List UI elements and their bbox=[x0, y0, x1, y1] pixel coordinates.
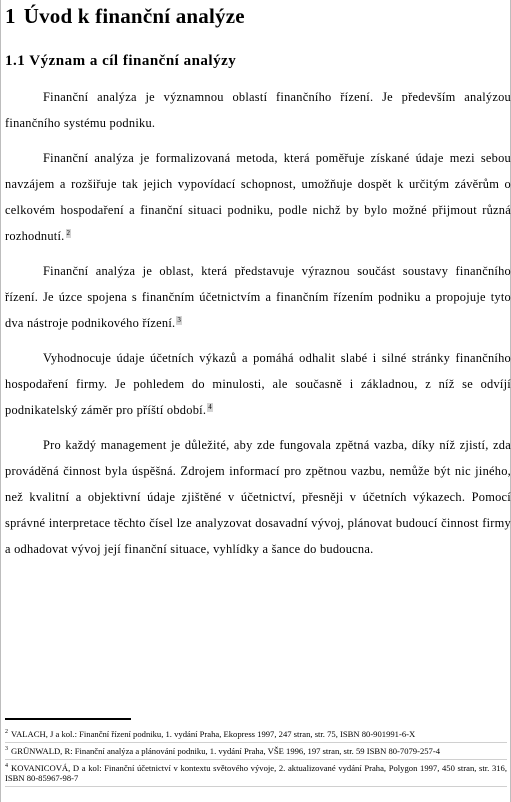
paragraph-text: Finanční analýza je významnou oblastí finančního řízení. Je především analýzou finančního systému podniku. bbox=[5, 90, 511, 130]
paragraph-text: Vyhodnocuje údaje účetních výkazů a pomáhá odhalit slabé i silné stránky finančního hospodaření firmy. Je pohledem do minulosti, ale současně i základnou, z níž se odvíjí podnikatelský záměr pro příští období. bbox=[5, 351, 511, 417]
chapter-number: 1 bbox=[5, 4, 16, 28]
paragraph bbox=[5, 258, 511, 336]
footnote bbox=[5, 743, 507, 760]
paragraph bbox=[5, 84, 511, 136]
footnote-marker: 2 bbox=[5, 729, 8, 735]
paragraph-text: Finanční analýza je formalizovaná metoda, která poměřuje získané údaje mezi sebou navzájem a rozšiřuje tak jejich vypovídací schopnost, umožňuje dospět k určitým závěrům o celkovém hospodaření a finanční situaci podniku, podle nichž by bylo možné přijmout různá rozhodnutí. bbox=[5, 151, 511, 243]
footnote-text: GRÜNWALD, R: Finanční analýza a plánování podniku, 1. vydání Praha, VŠE 1996, 197 stran, str. 59 ISBN 80-7079-257-4 bbox=[11, 746, 440, 756]
footnote-reference[interactable]: 4 bbox=[208, 403, 212, 411]
chapter-heading bbox=[5, 0, 511, 28]
footnote-marker: 3 bbox=[5, 746, 8, 752]
paragraph bbox=[5, 432, 511, 562]
footnotes-area bbox=[5, 726, 507, 787]
paragraph-text: Pro každý management je důležité, aby zde fungovala zpětná vazba, díky níž zjistí, zda prováděná činnost byla úspěšná. Zdrojem informací pro zpětnou vazbu, nemůže být nic jiného, než kvalitní a objektivní údaje zjištěné v účetnictví, přesněji v účetních výkazech. Pomocí správné interpretace těchto čísel lze analyzovat dosavadní vývoj, plánovat budoucí činnost firmy a odhadovat vývoj její finanční situace, vyhlídky a šance do budoucna. bbox=[5, 438, 511, 556]
paragraph bbox=[5, 145, 511, 249]
footnote-reference[interactable]: 3 bbox=[177, 316, 182, 324]
section-number: 1.1 bbox=[5, 53, 26, 69]
footnote-text: KOVANICOVÁ, D a kol: Finanční účetnictví v kontextu světového vývoje, 2. aktualizované vydání Praha, Polygon 1997, 450 stran, str. 316, ISBN 80-85967-98-7 bbox=[5, 763, 507, 783]
footnote bbox=[5, 760, 507, 787]
footnote-text: VALACH, J a kol.: Finanční řízení podniku, 1. vydání Praha, Ekopress 1997, 247 stran, str. 75, ISBN 80-901991-6-X bbox=[11, 729, 416, 739]
section-heading bbox=[5, 52, 511, 70]
chapter-title: Úvod k finanční analýze bbox=[23, 4, 245, 28]
section-title: Význam a cíl finanční analýzy bbox=[29, 53, 237, 69]
paragraph bbox=[5, 345, 511, 423]
footnote-separator bbox=[5, 718, 131, 720]
footnote bbox=[5, 726, 507, 743]
footnote-reference[interactable]: 2 bbox=[66, 229, 71, 237]
paragraph-text: Finanční analýza je oblast, která představuje výraznou součást soustavy finančního řízení. Je úzce spojena s finančním účetnictvím a finančním řízením podniku a propojuje tyto dva nástroje podnikového řízení. bbox=[5, 264, 511, 330]
footnote-marker: 4 bbox=[5, 763, 8, 769]
page-body bbox=[5, 0, 511, 562]
